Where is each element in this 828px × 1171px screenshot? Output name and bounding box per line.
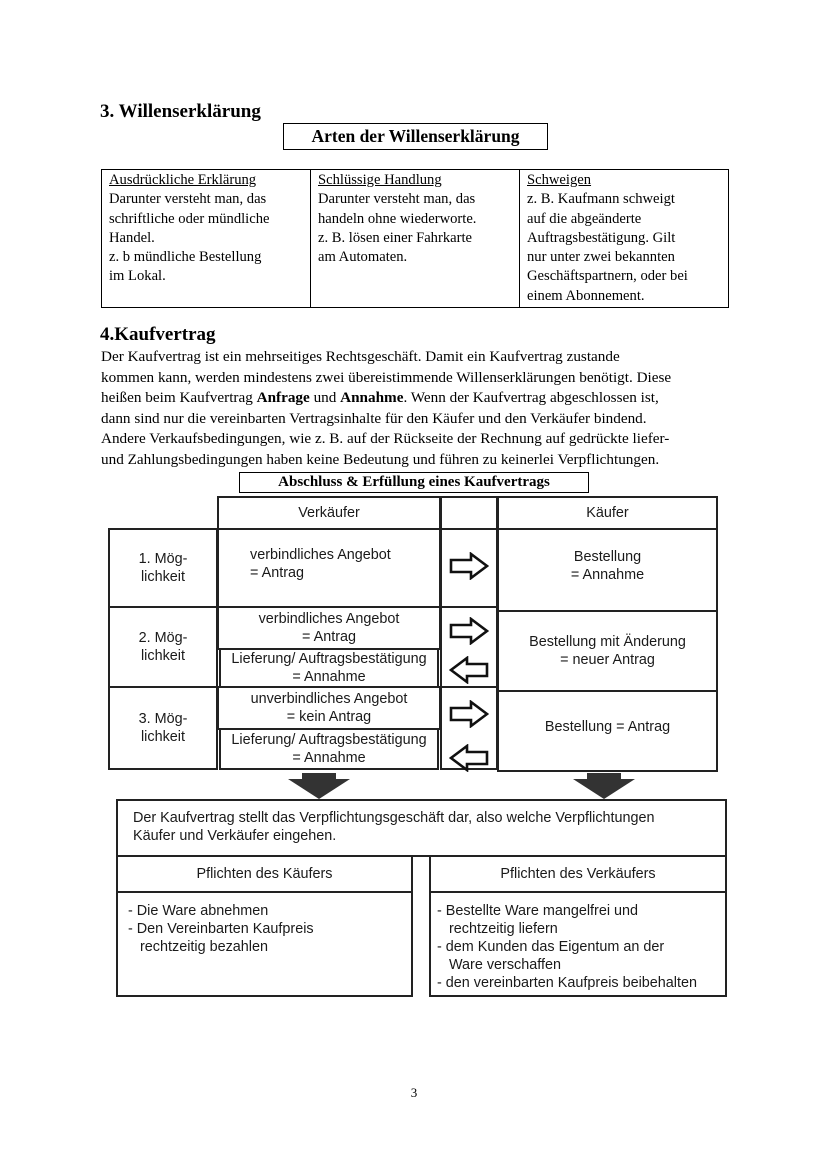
type-line: Auftragsbestätigung. Gilt bbox=[527, 229, 676, 246]
types-box-title: Arten der Willenserklärung bbox=[283, 123, 548, 150]
paragraph-line: Andere Verkaufsbedingungen, wie z. B. auf der Rückseite der Rechnung auf gedrückte liefer- bbox=[101, 430, 670, 447]
row2-seller-offer-cell bbox=[217, 606, 441, 650]
row2-buyer-text: = neuer Antrag bbox=[560, 652, 655, 668]
row3-seller-text: Lieferung/ Auftragsbestätigung bbox=[231, 732, 427, 748]
row1-seller-text: = Antrag bbox=[250, 565, 305, 581]
down-arrow-icon bbox=[288, 773, 350, 799]
row2-buyer-text: Bestellung mit Änderung bbox=[529, 634, 686, 650]
option-label-line: lichkeit bbox=[140, 648, 185, 664]
option-label-line: lichkeit bbox=[140, 569, 185, 585]
buyer-duties-title: Pflichten des Käufers bbox=[116, 855, 413, 893]
option-2-label bbox=[108, 606, 218, 688]
buyer-header: Käufer bbox=[497, 496, 718, 530]
arrow-header-cell bbox=[440, 496, 498, 530]
type-line: Darunter versteht man, das bbox=[109, 191, 267, 208]
seller-duty-item: - den vereinbarten Kaufpreis beibehalten bbox=[437, 975, 698, 991]
type-line: Darunter versteht man, das bbox=[318, 191, 476, 208]
buyer-duty-item: rechtzeitig bezahlen bbox=[140, 939, 268, 955]
paragraph-text: . Wenn der Kaufvertrag abgeschlossen ist, bbox=[403, 389, 659, 406]
left-arrow-icon bbox=[449, 744, 489, 772]
type-line: im Lokal. bbox=[109, 268, 166, 285]
row2-seller-confirmation-cell bbox=[219, 648, 439, 688]
diagram-title: Abschluss & Erfüllung eines Kaufvertrags bbox=[239, 472, 589, 493]
type-title: Schweigen bbox=[527, 172, 592, 188]
paragraph-text: heißen beim Kaufvertrag bbox=[101, 389, 257, 406]
seller-duty-item: Ware verschaffen bbox=[449, 957, 561, 973]
page-number: 3 bbox=[410, 1085, 418, 1100]
seller-duty-item: - Bestellte Ware mangelfrei und bbox=[437, 903, 639, 919]
left-arrow-icon bbox=[449, 656, 489, 684]
buyer-duties-list bbox=[116, 891, 413, 997]
row3-buyer-text: Bestellung = Antrag bbox=[544, 719, 671, 735]
option-1-label bbox=[108, 528, 218, 608]
type-line: Geschäftspartnern, oder bei bbox=[527, 268, 688, 285]
type-title: Schlüssige Handlung bbox=[318, 172, 442, 188]
row2-seller-text: verbindliches Angebot bbox=[258, 611, 400, 627]
row2-buyer-cell bbox=[497, 610, 718, 692]
summary-text: Der Kaufvertrag stellt das Verpflichtungsgeschäft dar, also welche Verpflichtungen bbox=[133, 810, 655, 826]
seller-duty-item: rechtzeitig liefern bbox=[449, 921, 558, 937]
row3-seller-text: unverbindliches Angebot bbox=[250, 691, 408, 707]
type-line: z. B. lösen einer Fahrkarte bbox=[318, 229, 472, 246]
summary-box bbox=[116, 799, 727, 857]
paragraph-line: und Zahlungsbedingungen haben keine Bedeutung und führen zu keinerlei Verpflichtungen. bbox=[101, 450, 660, 468]
section-3-heading: 3. Willenserklärung bbox=[100, 101, 261, 122]
right-arrow-icon bbox=[449, 617, 489, 645]
row3-seller-text: = Annahme bbox=[292, 750, 366, 766]
paragraph-line: dann sind nur die vereinbarten Vertragsinhalte für den Käufer und den Verkäufer bindend. bbox=[101, 409, 647, 427]
option-label-line: 1. Mög- bbox=[138, 551, 188, 567]
paragraph-line: Der Kaufvertrag ist ein mehrseitiges Rechtsgeschäft. Damit ein Kaufvertrag zustande bbox=[101, 348, 620, 365]
type-line: z. b mündliche Bestellung bbox=[109, 249, 262, 266]
buyer-duty-item: - Den Vereinbarten Kaufpreis bbox=[128, 921, 314, 937]
right-arrow-icon bbox=[449, 552, 489, 580]
type-line: nur unter zwei bekannten bbox=[527, 249, 675, 266]
row1-seller-text: verbindliches Angebot bbox=[250, 547, 391, 563]
seller-duties-list bbox=[429, 891, 727, 997]
row3-seller-text: = kein Antrag bbox=[286, 709, 372, 725]
option-label-line: 2. Mög- bbox=[138, 630, 188, 646]
row1-buyer-cell bbox=[497, 528, 718, 612]
paragraph-text: und bbox=[309, 389, 341, 406]
type-line: z. B. Kaufmann schweigt bbox=[527, 191, 675, 208]
row1-seller-cell bbox=[217, 528, 441, 608]
term-anfrage: Anfrage bbox=[256, 389, 310, 406]
term-annahme: Annahme bbox=[340, 389, 404, 406]
type-title: Ausdrückliche Erklärung bbox=[109, 172, 257, 188]
row1-buyer-text: = Annahme bbox=[570, 567, 645, 583]
row3-seller-confirmation-cell bbox=[219, 728, 439, 770]
row2-seller-text: = Antrag bbox=[301, 629, 356, 645]
type-line: einem Abonnement. bbox=[527, 287, 645, 304]
option-label-line: lichkeit bbox=[140, 729, 185, 745]
section-4-heading: 4.Kaufvertrag bbox=[100, 324, 216, 345]
paragraph-line: kommen kann, werden mindestens zwei übereistimmende Willenserklärungen benötigt. Diese bbox=[101, 368, 672, 386]
option-3-label bbox=[108, 686, 218, 770]
row2-seller-text: Lieferung/ Auftragsbestätigung bbox=[231, 651, 427, 667]
type-line: handeln ohne wiederworte. bbox=[318, 210, 477, 227]
row2-seller-text: = Annahme bbox=[292, 669, 366, 685]
option-label-line: 3. Mög- bbox=[138, 711, 188, 727]
type-line: am Automaten. bbox=[318, 249, 408, 266]
summary-text: Käufer und Verkäufer eingehen. bbox=[133, 828, 337, 844]
row3-buyer-cell bbox=[497, 690, 718, 772]
seller-duty-item: - dem Kunden das Eigentum an der bbox=[437, 939, 665, 955]
seller-duties-title: Pflichten des Verkäufers bbox=[429, 855, 727, 893]
down-arrow-icon bbox=[573, 773, 635, 799]
type-line: schriftliche oder mündliche bbox=[109, 210, 270, 227]
type-line: Handel. bbox=[109, 229, 155, 246]
row1-buyer-text: Bestellung bbox=[573, 549, 642, 565]
right-arrow-icon bbox=[449, 700, 489, 728]
row3-seller-offer-cell bbox=[217, 686, 441, 730]
buyer-duty-item: - Die Ware abnehmen bbox=[128, 903, 269, 919]
type-line: auf die abgeänderte bbox=[527, 210, 642, 227]
seller-header: Verkäufer bbox=[217, 496, 441, 530]
